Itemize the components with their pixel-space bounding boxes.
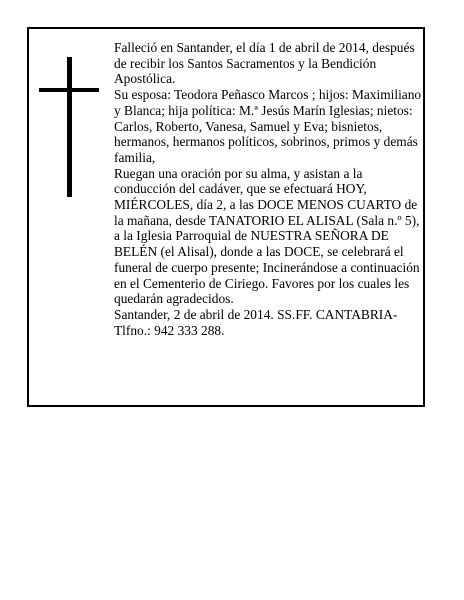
death-announcement-paragraph: Falleció en Santander, el día 1 de abril de 2014, después de recibir los Santos Sacramentos y la Bendición Apostólica. xyxy=(114,40,415,87)
cross-horizontal-bar xyxy=(39,88,99,92)
family-paragraph: Su esposa: Teodora Peñasco Marcos ; hijos: Maximiliano y Blanca; hija política: M.ª Jesús Marín Iglesias; nietos: Carlos, Roberto, Vanesa, Samuel y Eva; bisnietos, hermanos, hermanos políticos, sobrinos, primos y demás familia, xyxy=(114,87,422,165)
funeral-details-paragraph: Ruegan una oración por su alma, y asistan a la conducción del cadáver, que se efectuará HOY, MIÉRCOLES, día 2, a las DOCE MENOS CUARTO de la mañana, desde TANATORIO EL ALISAL (Sala n.º 5), a la Iglesia Parroquial de NUESTRA SEÑORA DE BELÉN (el Alisal), donde a las DOCE, se celebrará el funeral de cuerpo presente; Incinerándose a continuación en el Cementerio de Ciriego. Favores por los cuales les quedarán agradecidos. xyxy=(114,165,420,307)
cross-icon xyxy=(39,57,99,197)
cross-vertical-bar xyxy=(67,57,72,197)
obituary-text xyxy=(114,40,425,338)
date-contact-paragraph: Santander, 2 de abril de 2014. SS.FF. CANTABRIA-Tlfno.: 942 333 288. xyxy=(114,306,398,338)
obituary-notice-box xyxy=(27,27,425,407)
